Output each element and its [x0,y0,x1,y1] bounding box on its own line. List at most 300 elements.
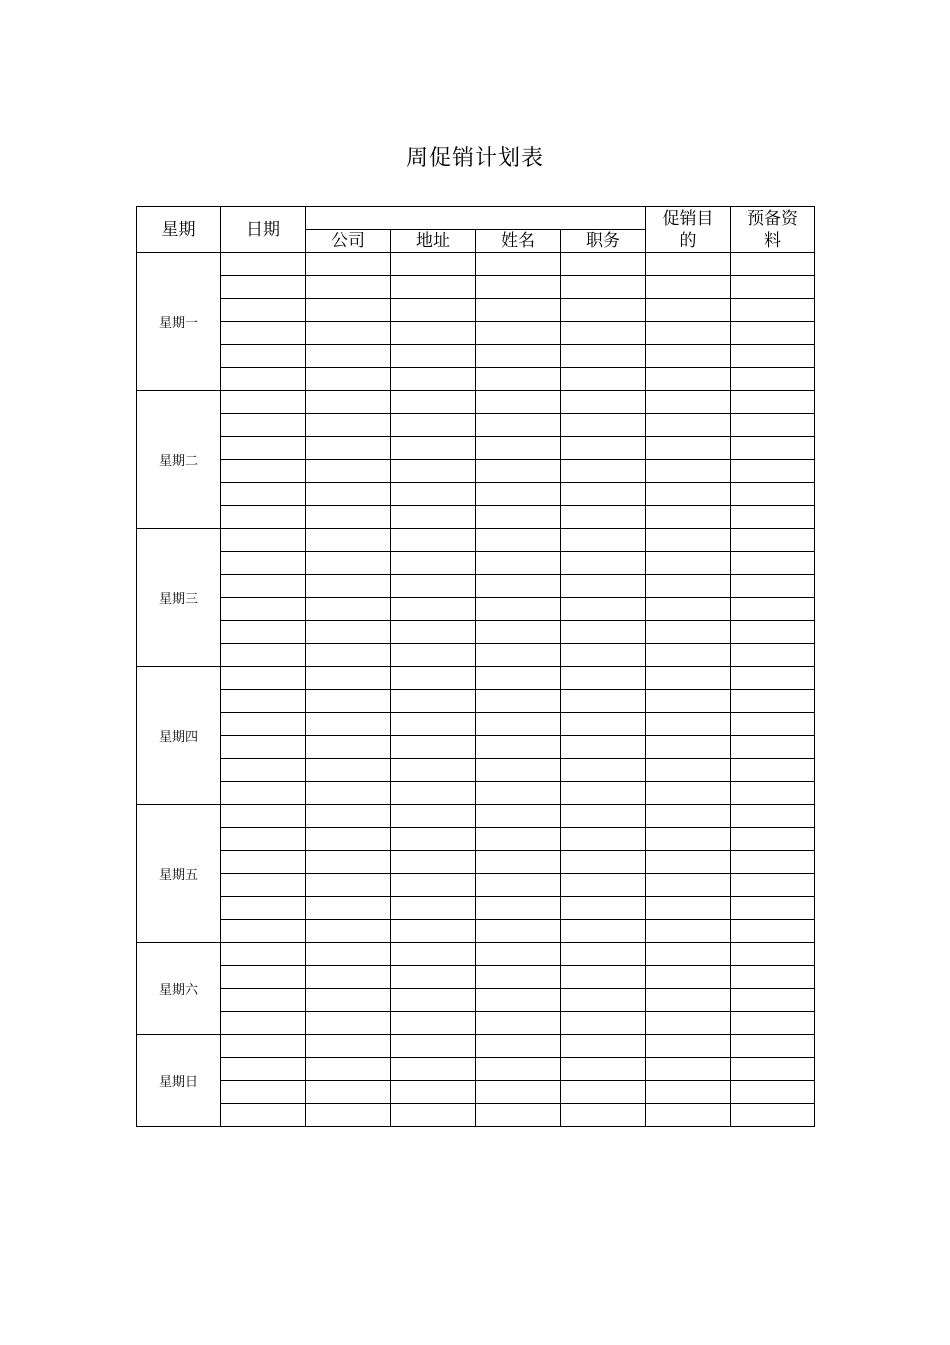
purpose-cell[interactable] [646,1058,731,1081]
company-cell[interactable] [306,506,391,529]
name-cell[interactable] [476,874,561,897]
purpose-cell[interactable] [646,598,731,621]
name-cell[interactable] [476,1081,561,1104]
materials-cell[interactable] [731,437,815,460]
name-cell[interactable] [476,345,561,368]
table-row [137,368,815,391]
address-cell[interactable] [391,253,476,276]
materials-cell[interactable] [731,1012,815,1035]
table-row [137,575,815,598]
weekly-promotion-plan-table [136,206,815,1127]
table-row [137,1081,815,1104]
position-cell[interactable] [561,1012,646,1035]
date-cell[interactable] [221,368,306,391]
weekday-label: 星期六 [137,943,221,1035]
table-row [137,943,815,966]
materials-cell[interactable] [731,506,815,529]
company-cell[interactable] [306,299,391,322]
weekday-label: 星期一 [137,253,221,391]
position-cell[interactable] [561,805,646,828]
purpose-cell[interactable] [646,1035,731,1058]
address-cell[interactable] [391,414,476,437]
purpose-cell[interactable] [646,575,731,598]
materials-cell[interactable] [731,920,815,943]
materials-cell[interactable] [731,391,815,414]
table-row [137,713,815,736]
position-cell[interactable] [561,437,646,460]
address-cell[interactable] [391,529,476,552]
purpose-cell[interactable] [646,805,731,828]
position-cell[interactable] [561,529,646,552]
purpose-cell[interactable] [646,253,731,276]
name-cell[interactable] [476,368,561,391]
date-cell[interactable] [221,391,306,414]
name-cell[interactable] [476,322,561,345]
company-cell[interactable] [306,483,391,506]
materials-cell[interactable] [731,690,815,713]
purpose-cell[interactable] [646,690,731,713]
date-cell[interactable] [221,828,306,851]
address-cell[interactable] [391,805,476,828]
table-row [137,966,815,989]
purpose-cell[interactable] [646,644,731,667]
materials-cell[interactable] [731,713,815,736]
name-cell[interactable] [476,897,561,920]
purpose-cell[interactable] [646,414,731,437]
purpose-cell[interactable] [646,759,731,782]
address-cell[interactable] [391,299,476,322]
purpose-cell[interactable] [646,874,731,897]
address-cell[interactable] [391,943,476,966]
address-cell[interactable] [391,621,476,644]
name-cell[interactable] [476,299,561,322]
materials-cell[interactable] [731,483,815,506]
address-cell[interactable] [391,667,476,690]
header-row [137,207,815,230]
name-cell[interactable] [476,276,561,299]
date-cell[interactable] [221,920,306,943]
table-row [137,552,815,575]
purpose-cell[interactable] [646,322,731,345]
position-cell[interactable] [561,644,646,667]
position-cell[interactable] [561,299,646,322]
materials-cell[interactable] [731,759,815,782]
date-cell[interactable] [221,414,306,437]
purpose-cell[interactable] [646,1081,731,1104]
name-cell[interactable] [476,943,561,966]
position-cell[interactable] [561,598,646,621]
name-cell[interactable] [476,1012,561,1035]
date-cell[interactable] [221,460,306,483]
address-cell[interactable] [391,552,476,575]
company-cell[interactable] [306,644,391,667]
materials-cell[interactable] [731,575,815,598]
header-address: 地址 [391,230,476,253]
date-cell[interactable] [221,1012,306,1035]
purpose-cell[interactable] [646,299,731,322]
address-cell[interactable] [391,1081,476,1104]
purpose-cell[interactable] [646,989,731,1012]
purpose-cell[interactable] [646,736,731,759]
materials-cell[interactable] [731,414,815,437]
purpose-cell[interactable] [646,943,731,966]
name-cell[interactable] [476,506,561,529]
position-cell[interactable] [561,897,646,920]
name-cell[interactable] [476,253,561,276]
position-cell[interactable] [561,943,646,966]
company-cell[interactable] [306,851,391,874]
address-cell[interactable] [391,1058,476,1081]
date-cell[interactable] [221,253,306,276]
position-cell[interactable] [561,759,646,782]
address-cell[interactable] [391,690,476,713]
date-cell[interactable] [221,897,306,920]
position-cell[interactable] [561,322,646,345]
name-cell[interactable] [476,1035,561,1058]
name-cell[interactable] [476,667,561,690]
header-name: 姓名 [476,230,561,253]
company-cell[interactable] [306,897,391,920]
materials-cell[interactable] [731,276,815,299]
company-cell[interactable] [306,368,391,391]
name-cell[interactable] [476,828,561,851]
address-cell[interactable] [391,391,476,414]
materials-cell[interactable] [731,805,815,828]
address-cell[interactable] [391,1104,476,1127]
table-row [137,690,815,713]
materials-cell[interactable] [731,621,815,644]
address-cell[interactable] [391,713,476,736]
position-cell[interactable] [561,483,646,506]
date-cell[interactable] [221,575,306,598]
purpose-cell[interactable] [646,920,731,943]
position-cell[interactable] [561,368,646,391]
weekday-label: 星期五 [137,805,221,943]
company-cell[interactable] [306,736,391,759]
company-cell[interactable] [306,529,391,552]
company-cell[interactable] [306,391,391,414]
table-row [137,644,815,667]
date-cell[interactable] [221,621,306,644]
purpose-cell[interactable] [646,345,731,368]
date-cell[interactable] [221,598,306,621]
position-cell[interactable] [561,782,646,805]
table-row [137,897,815,920]
position-cell[interactable] [561,736,646,759]
date-cell[interactable] [221,713,306,736]
materials-cell[interactable] [731,299,815,322]
position-cell[interactable] [561,713,646,736]
position-cell[interactable] [561,460,646,483]
purpose-cell[interactable] [646,782,731,805]
materials-cell[interactable] [731,874,815,897]
materials-cell[interactable] [731,253,815,276]
address-cell[interactable] [391,368,476,391]
date-cell[interactable] [221,966,306,989]
position-cell[interactable] [561,989,646,1012]
position-cell[interactable] [561,966,646,989]
address-cell[interactable] [391,897,476,920]
date-cell[interactable] [221,1104,306,1127]
address-cell[interactable] [391,322,476,345]
position-cell[interactable] [561,621,646,644]
name-cell[interactable] [476,414,561,437]
name-cell[interactable] [476,1104,561,1127]
address-cell[interactable] [391,437,476,460]
materials-cell[interactable] [731,966,815,989]
address-cell[interactable] [391,736,476,759]
materials-cell[interactable] [731,460,815,483]
name-cell[interactable] [476,713,561,736]
materials-cell[interactable] [731,943,815,966]
position-cell[interactable] [561,276,646,299]
purpose-cell[interactable] [646,828,731,851]
company-cell[interactable] [306,621,391,644]
materials-cell[interactable] [731,1035,815,1058]
table-row [137,874,815,897]
date-cell[interactable] [221,874,306,897]
weekday-label: 星期日 [137,1035,221,1127]
date-cell[interactable] [221,506,306,529]
address-cell[interactable] [391,598,476,621]
table-row [137,1104,815,1127]
position-cell[interactable] [561,828,646,851]
table-row [137,667,815,690]
company-cell[interactable] [306,759,391,782]
name-cell[interactable] [476,782,561,805]
date-cell[interactable] [221,552,306,575]
company-cell[interactable] [306,966,391,989]
company-cell[interactable] [306,437,391,460]
company-cell[interactable] [306,920,391,943]
name-cell[interactable] [476,851,561,874]
company-cell[interactable] [306,989,391,1012]
date-cell[interactable] [221,851,306,874]
address-cell[interactable] [391,828,476,851]
name-cell[interactable] [476,460,561,483]
table-row [137,506,815,529]
position-cell[interactable] [561,1035,646,1058]
position-cell[interactable] [561,667,646,690]
position-cell[interactable] [561,391,646,414]
date-cell[interactable] [221,943,306,966]
table-row [137,460,815,483]
name-cell[interactable] [476,529,561,552]
purpose-cell[interactable] [646,621,731,644]
name-cell[interactable] [476,736,561,759]
materials-cell[interactable] [731,598,815,621]
table-row [137,276,815,299]
name-cell[interactable] [476,920,561,943]
purpose-cell[interactable] [646,506,731,529]
purpose-cell[interactable] [646,1012,731,1035]
purpose-cell[interactable] [646,966,731,989]
materials-cell[interactable] [731,667,815,690]
company-cell[interactable] [306,1012,391,1035]
table-row [137,736,815,759]
address-cell[interactable] [391,506,476,529]
date-cell[interactable] [221,667,306,690]
materials-cell[interactable] [731,1081,815,1104]
materials-cell[interactable] [731,345,815,368]
position-cell[interactable] [561,506,646,529]
name-cell[interactable] [476,575,561,598]
date-cell[interactable] [221,322,306,345]
address-cell[interactable] [391,345,476,368]
address-cell[interactable] [391,1035,476,1058]
position-cell[interactable] [561,253,646,276]
company-cell[interactable] [306,828,391,851]
name-cell[interactable] [476,391,561,414]
purpose-cell[interactable] [646,713,731,736]
date-cell[interactable] [221,529,306,552]
name-cell[interactable] [476,989,561,1012]
name-cell[interactable] [476,1058,561,1081]
date-cell[interactable] [221,690,306,713]
position-cell[interactable] [561,874,646,897]
purpose-cell[interactable] [646,391,731,414]
date-cell[interactable] [221,483,306,506]
name-cell[interactable] [476,966,561,989]
table-row [137,598,815,621]
address-cell[interactable] [391,920,476,943]
date-cell[interactable] [221,1035,306,1058]
company-cell[interactable] [306,552,391,575]
purpose-cell[interactable] [646,483,731,506]
materials-cell[interactable] [731,552,815,575]
company-cell[interactable] [306,1081,391,1104]
materials-cell[interactable] [731,1058,815,1081]
materials-cell[interactable] [731,828,815,851]
table-row [137,437,815,460]
company-cell[interactable] [306,1035,391,1058]
address-cell[interactable] [391,782,476,805]
address-cell[interactable] [391,276,476,299]
company-cell[interactable] [306,690,391,713]
address-cell[interactable] [391,644,476,667]
company-cell[interactable] [306,460,391,483]
address-cell[interactable] [391,575,476,598]
materials-cell[interactable] [731,1104,815,1127]
purpose-cell[interactable] [646,460,731,483]
company-cell[interactable] [306,1104,391,1127]
materials-cell[interactable] [731,644,815,667]
address-cell[interactable] [391,483,476,506]
name-cell[interactable] [476,483,561,506]
date-cell[interactable] [221,989,306,1012]
materials-cell[interactable] [731,529,815,552]
date-cell[interactable] [221,736,306,759]
position-cell[interactable] [561,690,646,713]
materials-cell[interactable] [731,851,815,874]
table-row [137,299,815,322]
materials-cell[interactable] [731,897,815,920]
company-cell[interactable] [306,253,391,276]
date-cell[interactable] [221,759,306,782]
table-row [137,345,815,368]
company-cell[interactable] [306,713,391,736]
purpose-cell[interactable] [646,529,731,552]
position-cell[interactable] [561,414,646,437]
company-cell[interactable] [306,322,391,345]
address-cell[interactable] [391,851,476,874]
position-cell[interactable] [561,1104,646,1127]
date-cell[interactable] [221,299,306,322]
purpose-cell[interactable] [646,276,731,299]
address-cell[interactable] [391,874,476,897]
date-cell[interactable] [221,437,306,460]
company-cell[interactable] [306,598,391,621]
company-cell[interactable] [306,345,391,368]
materials-cell[interactable] [731,322,815,345]
materials-cell[interactable] [731,368,815,391]
position-cell[interactable] [561,345,646,368]
position-cell[interactable] [561,552,646,575]
address-cell[interactable] [391,460,476,483]
position-cell[interactable] [561,920,646,943]
company-cell[interactable] [306,276,391,299]
purpose-cell[interactable] [646,437,731,460]
table-row [137,322,815,345]
purpose-cell[interactable] [646,897,731,920]
table-row [137,391,815,414]
name-cell[interactable] [476,598,561,621]
header-purpose-text: 促销目的 [662,208,714,251]
company-cell[interactable] [306,575,391,598]
materials-cell[interactable] [731,782,815,805]
name-cell[interactable] [476,690,561,713]
address-cell[interactable] [391,759,476,782]
name-cell[interactable] [476,552,561,575]
company-cell[interactable] [306,667,391,690]
position-cell[interactable] [561,851,646,874]
purpose-cell[interactable] [646,368,731,391]
date-cell[interactable] [221,1081,306,1104]
date-cell[interactable] [221,345,306,368]
date-cell[interactable] [221,644,306,667]
company-cell[interactable] [306,943,391,966]
company-cell[interactable] [306,874,391,897]
address-cell[interactable] [391,1012,476,1035]
address-cell[interactable] [391,966,476,989]
position-cell[interactable] [561,575,646,598]
company-cell[interactable] [306,414,391,437]
company-cell[interactable] [306,782,391,805]
purpose-cell[interactable] [646,851,731,874]
position-cell[interactable] [561,1081,646,1104]
name-cell[interactable] [476,621,561,644]
name-cell[interactable] [476,805,561,828]
name-cell[interactable] [476,644,561,667]
purpose-cell[interactable] [646,667,731,690]
date-cell[interactable] [221,782,306,805]
address-cell[interactable] [391,989,476,1012]
company-cell[interactable] [306,1058,391,1081]
date-cell[interactable] [221,276,306,299]
name-cell[interactable] [476,759,561,782]
materials-cell[interactable] [731,989,815,1012]
purpose-cell[interactable] [646,552,731,575]
name-cell[interactable] [476,437,561,460]
table-row [137,805,815,828]
date-cell[interactable] [221,805,306,828]
materials-cell[interactable] [731,736,815,759]
purpose-cell[interactable] [646,1104,731,1127]
date-cell[interactable] [221,1058,306,1081]
header-position: 职务 [561,230,646,253]
position-cell[interactable] [561,1058,646,1081]
company-cell[interactable] [306,805,391,828]
